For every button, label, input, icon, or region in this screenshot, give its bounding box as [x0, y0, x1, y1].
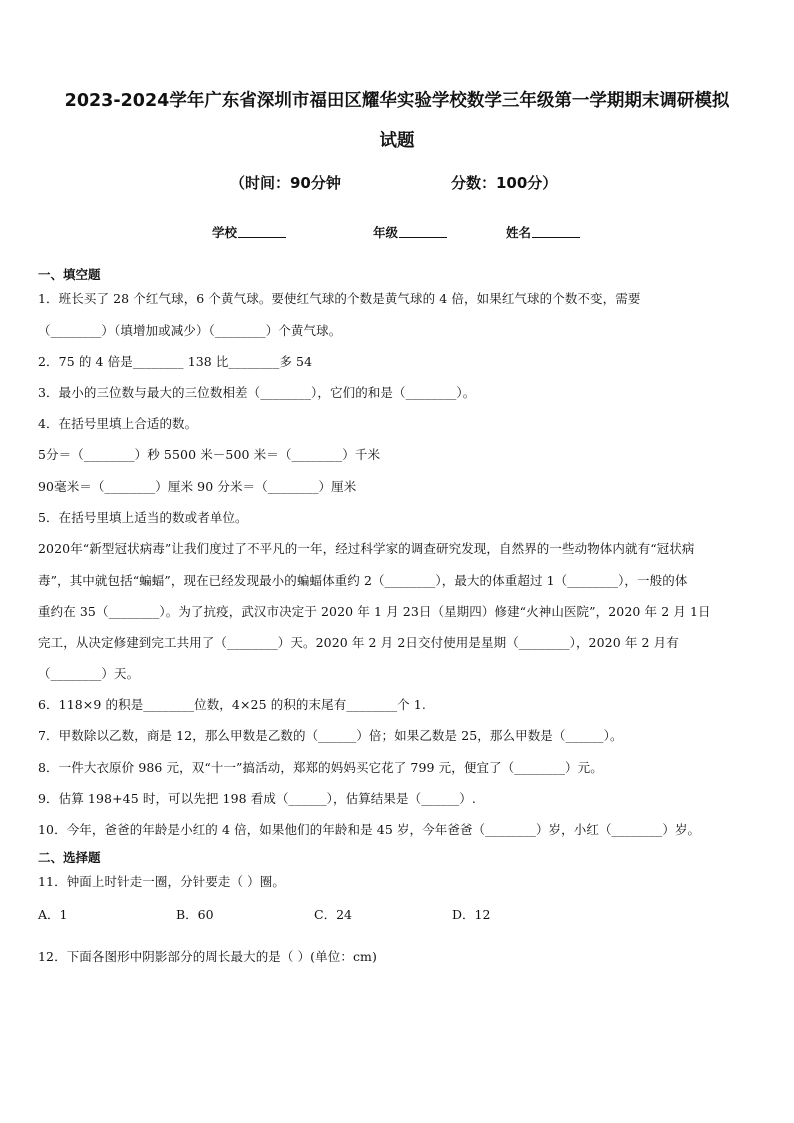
- section-choice-heading: 二、选择题: [38, 850, 101, 865]
- question-7: 7．甲数除以乙数，商是 12，那么甲数是乙数的（______）倍；如果乙数是 25，那么甲数是（______）。: [38, 728, 623, 743]
- question-5-line3: 重约在 35（________）。为了抗疫，武汉市决定于 2020 年 1 月 23日（星期四）修建“火神山医院”，2020 年 2 月 1日: [38, 604, 711, 619]
- question-4: 4．在括号里填上合适的数。: [38, 416, 198, 431]
- question-9: 9．估算 198+45 时，可以先把 198 看成（______），估算结果是（______）.: [38, 791, 476, 806]
- exam-title-line2: 试题: [379, 131, 415, 151]
- question-12: 12．下面各图形中阴影部分的周长最大的是（ ）(单位：cm): [38, 949, 377, 964]
- total-score: 分数：100分）: [451, 174, 558, 192]
- grade-field: [373, 223, 447, 241]
- question-1-line2: （________）（填增加或减少）（________）个黄气球。: [38, 323, 342, 338]
- question-5-line2: 毒”，其中就包括“蝙蝠”，现在已经发现最小的蝙蝠体重约 2（________），最大的体重超过 1（________），一般的体: [38, 573, 688, 588]
- question-8: 8．一件大衣原价 986 元，双“十一”搞活动，郑郑的妈妈买它花了 799 元，便宜了（________）元。: [38, 760, 603, 775]
- q11-option-a: A．1: [38, 907, 68, 922]
- question-2: 2．75 的 4 倍是________ 138 比________多 54: [38, 354, 313, 369]
- section-fill-heading: 一、填空题: [38, 267, 101, 282]
- question-4-row2: 90毫米＝（________）厘米 90 分米＝（________）厘米: [38, 479, 357, 494]
- exam-title-line1: 2023-2024学年广东省深圳市福田区耀华实验学校数学三年级第一学期期末调研模拟: [64, 91, 730, 111]
- question-6: 6．118×9 的积是________位数，4×25 的积的末尾有________个 1.: [38, 697, 426, 712]
- question-3: 3．最小的三位数与最大的三位数相差（________），它们的和是（________）。: [38, 385, 476, 400]
- question-1-line1: 1．班长买了 28 个红气球，6 个黄气球。要使红气球的个数是黄气球的 4 倍，如果红气球的个数不变，需要: [38, 291, 641, 306]
- question-5-line5: （________）天。: [38, 666, 140, 681]
- question-4-row1: 5分＝（________）秒 5500 米－500 米＝（________）千米: [38, 447, 381, 462]
- q11-option-c: C．24: [314, 907, 352, 922]
- q11-option-d: D．12: [452, 907, 491, 922]
- q11-option-b: B．60: [176, 907, 214, 922]
- name-label: 姓名: [506, 225, 532, 240]
- school-label: 学校: [212, 225, 238, 240]
- school-field: [212, 223, 286, 241]
- time-limit: （时间：90分钟: [230, 174, 341, 192]
- name-blank: [532, 224, 580, 238]
- question-5: 5．在括号里填上适当的数或者单位。: [38, 510, 248, 525]
- name-field: [506, 223, 580, 241]
- question-5-line4: 完工，从决定修建到完工共用了（________）天。2020 年 2 月 2日交付使用是星期（________），2020 年 2 月有: [38, 635, 679, 650]
- question-11: 11．钟面上时针走一圈，分针要走（ ）圈。: [38, 874, 285, 889]
- school-blank: [238, 224, 286, 238]
- question-10: 10．今年，爸爸的年龄是小红的 4 倍，如果他们的年龄和是 45 岁，今年爸爸（________）岁，小红（________）岁。: [38, 822, 701, 837]
- grade-blank: [399, 224, 447, 238]
- grade-label: 年级: [373, 225, 399, 240]
- question-5-line1: 2020年“新型冠状病毒”让我们度过了不平凡的一年，经过科学家的调查研究发现，自然界的一些动物体内就有“冠状病: [38, 541, 695, 556]
